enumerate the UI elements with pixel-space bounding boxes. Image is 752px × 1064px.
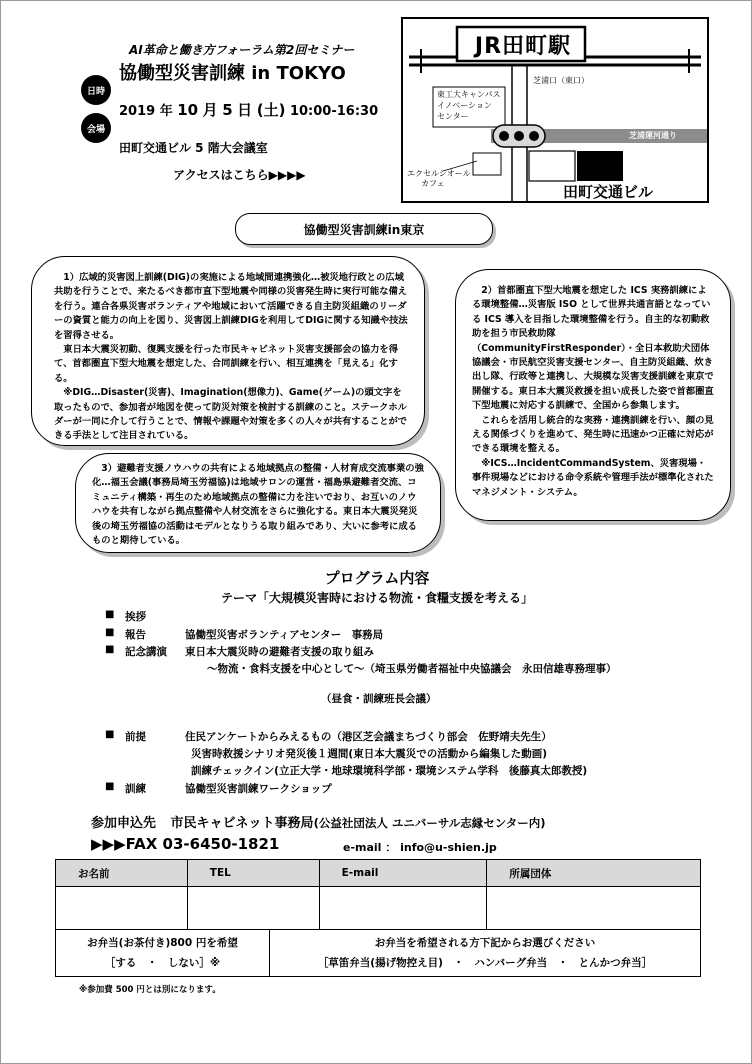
tel-field[interactable] bbox=[187, 887, 319, 930]
keynote-text: 東日本大震災時の避難者支援の取り組み bbox=[185, 646, 374, 658]
objective-2-note: ※ICS…IncidentCommandSystem、災害現場・事件現場などにおける命令系統や管理手法が標準化されたマネジメント・システム。 bbox=[472, 457, 714, 498]
org-field[interactable] bbox=[487, 887, 701, 930]
bento-options[interactable]: ［する ・ しない］※ bbox=[104, 957, 221, 969]
apply-label: 参加申込先 bbox=[91, 816, 157, 831]
exit-label: 芝浦口（東口） bbox=[533, 76, 589, 85]
bento-menu-options[interactable]: ［草笛弁当(揚げ物控え目) ・ ハンバーグ弁当 ・ とんかつ弁当］ bbox=[317, 957, 653, 969]
bento-choose: お弁当を希望される方下記からお選びください bbox=[374, 937, 596, 949]
apply-to bbox=[91, 812, 546, 831]
objective-3-bubble bbox=[75, 453, 441, 553]
objective-2-text-2: これらを活用し統合的な実務・連携訓練を行い、顔の見える関係づくりを進めて、発生時に迅速かつ正確に対応ができる環境を整える。 bbox=[472, 414, 714, 455]
date-month: 10 bbox=[177, 101, 199, 119]
keynote-subtext: ～物流・食料支援を中心として～（埼玉県労働者福祉中央協議会 永田信雄専務理事） bbox=[207, 663, 617, 675]
venue-badge: 会場 bbox=[81, 113, 111, 143]
access-map bbox=[401, 17, 709, 203]
tel-header: TEL bbox=[187, 860, 319, 887]
form-header-row bbox=[56, 860, 701, 887]
training-label: 訓練 bbox=[125, 783, 146, 795]
campus-line3: センター bbox=[437, 112, 469, 121]
email-address[interactable]: e-mail ： info@u-shien.jp bbox=[343, 841, 497, 854]
objective-1-bubble bbox=[31, 256, 425, 446]
cafe-line2: カフェ bbox=[421, 179, 445, 188]
premise-text-3: 訓練チェックイン(立正大学・地球環境科学部・環境システム学科 後藤真太郎教授) bbox=[191, 765, 588, 777]
objective-1-text: 1）広域的災害図上訓練(DIG)の実施による地域間連携強化…被災地行政との広域共助を行うことで、来たるべき都市直下型地震や同様の災害発生時に実行可能な備えを行う。連合各県災害ボランティアや地域において活躍できる自主防災組織のリーダーの資質と能力の向上を図り、災害図上訓練DIGを利用してDIGに関する知識や技法を習得させる。 bbox=[54, 272, 408, 341]
date-month-unit: 月 bbox=[202, 101, 218, 119]
bullet-premise: ■ bbox=[105, 729, 115, 740]
bento-section bbox=[55, 929, 701, 977]
station-label: JR田町駅 bbox=[474, 33, 572, 59]
date-dow: (土) bbox=[256, 101, 286, 119]
objective-3-text: 3）避難者支援ノウハウの共有による地域拠点の整備・人材育成交流事業の強化…福玉会議(事務局埼玉労福協)は地域サロンの運営・福島県避難者交流、コミュニティ構築・再生のため地域拠点の整備に力を注いでおり、お互いのノウハウを共有しながら拠点整備や人材交流をさらに強化する。東日本大震災発災後の埼玉労福協の活動はモデルとなりうる取り組みであり、大いに参考に成るものと期待している。 bbox=[92, 463, 424, 547]
building-label: 田町交通ビル bbox=[563, 183, 654, 201]
training-text: 協働型災害訓練ワークショップ bbox=[185, 783, 332, 795]
form-input-row bbox=[56, 887, 701, 930]
date-day: 5 bbox=[222, 101, 233, 119]
fee-note: ※参加費 500 円とは別になります。 bbox=[79, 985, 221, 995]
name-field[interactable] bbox=[56, 887, 188, 930]
bento-request bbox=[56, 930, 270, 976]
greeting-label: 挨拶 bbox=[125, 611, 146, 623]
campus-label bbox=[437, 89, 500, 122]
report-label: 報告 bbox=[125, 629, 146, 641]
premise-text-2: 災害時救援シナリオ発災後１週間(東日本大震災での活動から編集した動画) bbox=[191, 748, 547, 760]
objective-1-note: ※DIG…Disaster(災害)、Imagination(想像力)、Game(ゲーム)の頭文字を取ったもので、参加者が地図を使って防災対策を検討する訓練のこと。ステークホルダーが一同に介して行うことで、情報や課題や対策を多くの人々が共有することができる手法として注目されている。 bbox=[54, 387, 408, 442]
apply-org-sub: (公益社団法人 ユニバーサル志縁センター内) bbox=[313, 816, 546, 830]
report-text: 協働型災害ボランティアセンター 事務局 bbox=[185, 629, 384, 641]
forum-subtitle: AI革命と働き方フォーラム第2回セミナー bbox=[129, 43, 355, 57]
email-header: E-mail bbox=[319, 860, 487, 887]
objective-2-text: 2）首都圏直下型大地震を想定した ICS 実務訓練による環境整備…災害版 ISO として世界共通言語となっている ICS 導入を目指した環境整備を行う。自主的な初動救助を担う市民救助隊（CommunityFirstResponder）・全日本救助犬団体協議会・市民航空災害支援センター、自主防災組織、炊き出し隊、行政等と連携し、大規模な災害支援訓練を東京で開催する。東日本大震災救援を担い成長した姿で首都圏直下型地震に対応する訓練で、全国から参集します。 bbox=[472, 285, 714, 412]
access-link[interactable]: アクセスはこちら▶▶▶▶ bbox=[173, 168, 306, 182]
date-time: 10:00-16:30 bbox=[289, 104, 379, 119]
bullet-keynote: ■ bbox=[105, 644, 115, 655]
application-form bbox=[55, 859, 701, 930]
campus-line1: 東工大キャンパス bbox=[437, 90, 501, 99]
bullet-greeting: ■ bbox=[105, 609, 115, 620]
cafe-line1: エクセルシオール bbox=[407, 169, 471, 178]
bento-question: お弁当(お茶付き)800 円を希望 bbox=[87, 937, 238, 949]
keynote-label: 記念講演 bbox=[125, 646, 167, 658]
bullet-training: ■ bbox=[105, 781, 115, 792]
bento-menu bbox=[270, 930, 700, 976]
premise-text-1: 住民アンケートからみえるもの（港区芝会議まちづくり部会 佐野靖夫先生） bbox=[185, 731, 552, 743]
name-header: お名前 bbox=[56, 860, 188, 887]
objective-2-bubble bbox=[455, 269, 731, 521]
event-title: 協働型災害訓練 in TOKYO bbox=[119, 63, 346, 84]
program-theme: テーマ「大規模災害時における物流・食糧支援を考える」 bbox=[220, 591, 533, 605]
org-header: 所属団体 bbox=[487, 860, 701, 887]
bullet-report: ■ bbox=[105, 627, 115, 638]
email-field[interactable] bbox=[319, 887, 487, 930]
section-title: 協働型災害訓練in東京 bbox=[235, 213, 493, 245]
event-venue: 田町交通ビル 5 階大会議室 bbox=[119, 141, 268, 155]
objective-1-text-2: 東日本大震災初動、復興支援を行った市民キャビネット災害支援部会の協力を得て、首都圏直下型大地震を想定した、合同訓練を行い、相互連携を「見える」化する。 bbox=[54, 344, 398, 384]
apply-org: 市民キャビネット事務局 bbox=[170, 816, 314, 831]
date-year: 2019 年 bbox=[119, 104, 173, 119]
cafe-label bbox=[407, 169, 471, 189]
date-day-unit: 日 bbox=[237, 101, 253, 119]
street-label: 芝浦運河通り bbox=[629, 131, 677, 140]
event-date bbox=[119, 99, 378, 120]
premise-label: 前提 bbox=[125, 731, 146, 743]
fax-number: ▶▶▶FAX 03-6450-1821 bbox=[91, 835, 280, 853]
date-badge: 日時 bbox=[81, 75, 111, 105]
program-title: プログラム内容 bbox=[324, 569, 430, 587]
lunch-text: （昼食・訓練班長会議） bbox=[321, 693, 437, 705]
campus-line2: イノベーション bbox=[437, 101, 492, 110]
